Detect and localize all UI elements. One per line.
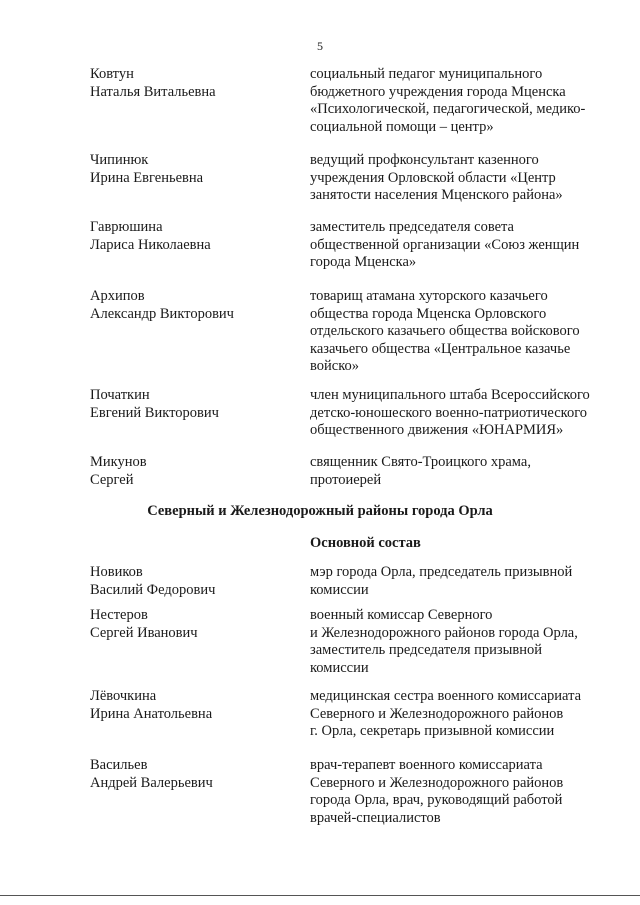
role-line: комиссии (310, 659, 369, 676)
role-line: отдельского казачьего общества войскового (310, 323, 580, 339)
member-role (310, 387, 620, 440)
member-name (90, 387, 300, 422)
role-line: социальной помощи – центр» (310, 118, 494, 135)
member-name (90, 757, 300, 792)
section-heading: Северный и Железнодорожный районы города Орла (147, 503, 493, 519)
member-surname: Архипов (90, 288, 145, 304)
member-surname: Гаврюшина (90, 219, 163, 235)
role-line: общества города Мценска Орловского (310, 305, 547, 322)
member-role (310, 688, 620, 741)
role-line: общественной организации «Союз женщин (310, 236, 580, 253)
member-given-name: Ирина Евгеньевна (90, 169, 204, 186)
role-line: врач-терапевт военного комиссариата (310, 757, 543, 773)
member-surname: Васильев (90, 757, 148, 773)
member-role (310, 564, 620, 599)
member-name (90, 219, 300, 254)
member-given-name: Евгений Викторович (90, 404, 219, 421)
role-line: комиссии (310, 581, 369, 598)
role-line: мэр города Орла, председатель призывной (310, 564, 573, 580)
member-role (310, 607, 620, 677)
role-line: социальный педагог муниципального (310, 66, 543, 82)
member-name (90, 152, 300, 187)
member-surname: Лёвочкина (90, 688, 157, 704)
member-role (310, 757, 620, 827)
role-line: и Железнодорожного районов города Орла, (310, 624, 578, 641)
role-line: учреждения Орловской области «Центр (310, 169, 556, 186)
role-line: протоиерей (310, 471, 382, 488)
role-line: заместитель председателя совета (310, 219, 514, 235)
member-surname: Чипинюк (90, 152, 149, 168)
member-given-name: Сергей Иванович (90, 624, 198, 641)
role-line: священник Свято-Троицкого храма, (310, 454, 531, 470)
role-line: города Орла, врач, руководящий работой (310, 792, 563, 808)
member-name (90, 688, 300, 723)
role-line: казачьего общества «Центральное казачье (310, 340, 571, 357)
member-given-name: Лариса Николаевна (90, 236, 211, 253)
member-role (310, 454, 620, 489)
role-line: занятости населения Мценского района» (310, 187, 563, 203)
member-role (310, 219, 620, 272)
member-surname: Початкин (90, 387, 150, 403)
role-line: медицинская сестра военного комиссариата (310, 688, 582, 704)
member-name (90, 564, 300, 599)
member-name (90, 607, 300, 642)
page-bottom-rule (0, 895, 640, 896)
member-name (90, 66, 300, 101)
page-number: 5 (317, 39, 323, 53)
role-line: общественного движения «ЮНАРМИЯ» (310, 422, 564, 438)
role-line: военный комиссар Северного (310, 607, 493, 623)
member-given-name: Наталья Витальевна (90, 83, 216, 100)
member-role (310, 288, 620, 376)
member-surname: Микунов (90, 454, 147, 470)
member-name (90, 288, 300, 323)
role-line: товарищ атамана хуторского казачьего (310, 288, 548, 304)
member-name (90, 454, 300, 489)
role-line: Северного и Железнодорожного районов (310, 705, 564, 722)
role-line: заместитель председателя призывной (310, 642, 542, 658)
member-given-name: Василий Федорович (90, 581, 216, 598)
role-line: детско-юношеского военно-патриотического (310, 404, 588, 421)
subheading: Основной состав (310, 535, 421, 551)
member-given-name: Александр Викторович (90, 305, 234, 322)
role-line: Северного и Железнодорожного районов (310, 774, 564, 791)
member-given-name: Ирина Анатольевна (90, 705, 213, 722)
member-given-name: Андрей Валерьевич (90, 774, 213, 791)
member-role (310, 66, 620, 136)
role-line: г. Орла, секретарь призывной комиссии (310, 723, 555, 739)
role-line: «Психологической, педагогической, медико- (310, 101, 586, 117)
member-role (310, 152, 620, 205)
role-line: член муниципального штаба Всероссийского (310, 387, 590, 403)
member-surname: Нестеров (90, 607, 148, 623)
member-surname: Ковтун (90, 66, 134, 82)
role-line: бюджетного учреждения города Мценска (310, 83, 566, 100)
role-line: войско» (310, 358, 360, 374)
member-surname: Новиков (90, 564, 143, 580)
role-line: врачей-специалистов (310, 809, 441, 826)
member-given-name: Сергей (90, 471, 134, 488)
role-line: города Мценска» (310, 254, 417, 270)
role-line: ведущий профконсультант казенного (310, 152, 539, 168)
